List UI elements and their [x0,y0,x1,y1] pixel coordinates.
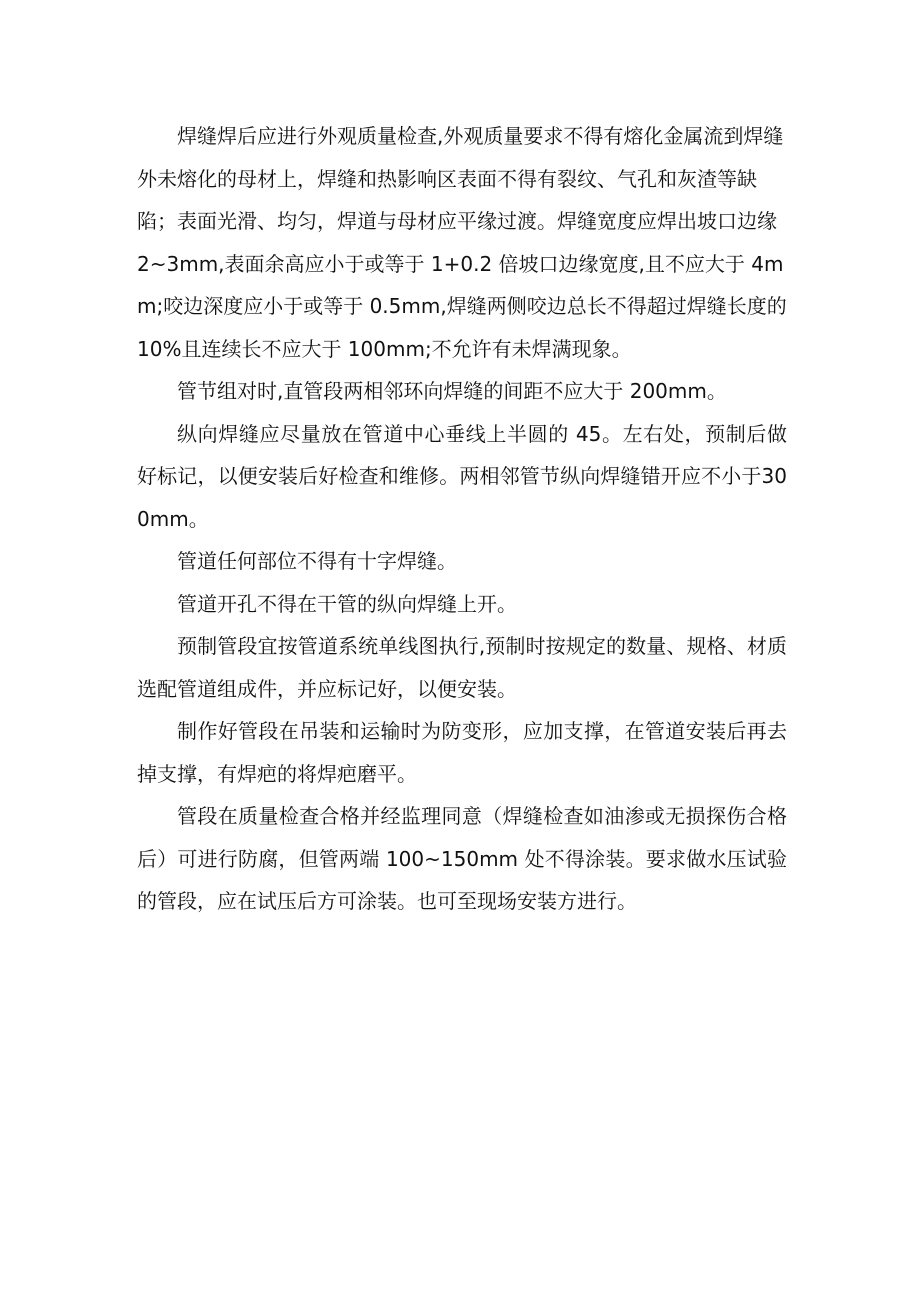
paragraph-transport-support: 制作好管段在吊装和运输时为防变形，应加支撑，在管道安装后再去掉支撑，有焊疤的将焊疤磨平。 [137,719,787,786]
paragraph-ring-weld-spacing: 管节组对时,直管段两相邻环向焊缝的间距不应大于 200mm。 [177,379,727,403]
paragraph-anticorrosion: 管段在质量检查合格并经监理同意（焊缝检查如油渗或无损探伤合格后）可进行防腐，但管两端 100~150mm 处不得涂装。要求做水压试验的管段，应在试压后方可涂装。也可至现场安装方进行。 [137,804,787,913]
paragraph-weld-appearance-inspection: 焊缝焊后应进行外观质量检查,外观质量要求不得有熔化金属流到焊缝外未熔化的母材上，焊缝和热影响区表面不得有裂纹、气孔和灰渣等缺陷；表面光滑、均匀，焊道与母材应平缘过渡。焊缝宽度应焊出坡口边缘2~3mm,表面余高应小于或等于 1+0.2 倍坡口边缘宽度,且不应大于 4mm;咬边深度应小于或等于 0.5mm,焊缝两侧咬边总长不得超过焊缝长度的10%且连续长不应大于 100mm;不允许有未焊满现象。 [137,124,787,361]
document-body [137,115,787,923]
paragraph-no-cross-weld: 管道任何部位不得有十字焊缝。 [177,549,457,573]
paragraph-prefabrication: 预制管段宜按管道系统单线图执行,预制时按规定的数量、规格、材质选配管道组成件，并应标记好，以便安装。 [137,634,787,701]
paragraph-longitudinal-weld-position: 纵向焊缝应尽量放在管道中心垂线上半圆的 45。左右处，预制后做好标记，以便安装后好检查和维修。两相邻管节纵向焊缝错开应不小于300mm。 [137,421,787,531]
paragraph-no-hole-on-weld: 管道开孔不得在干管的纵向焊缝上开。 [177,591,517,616]
